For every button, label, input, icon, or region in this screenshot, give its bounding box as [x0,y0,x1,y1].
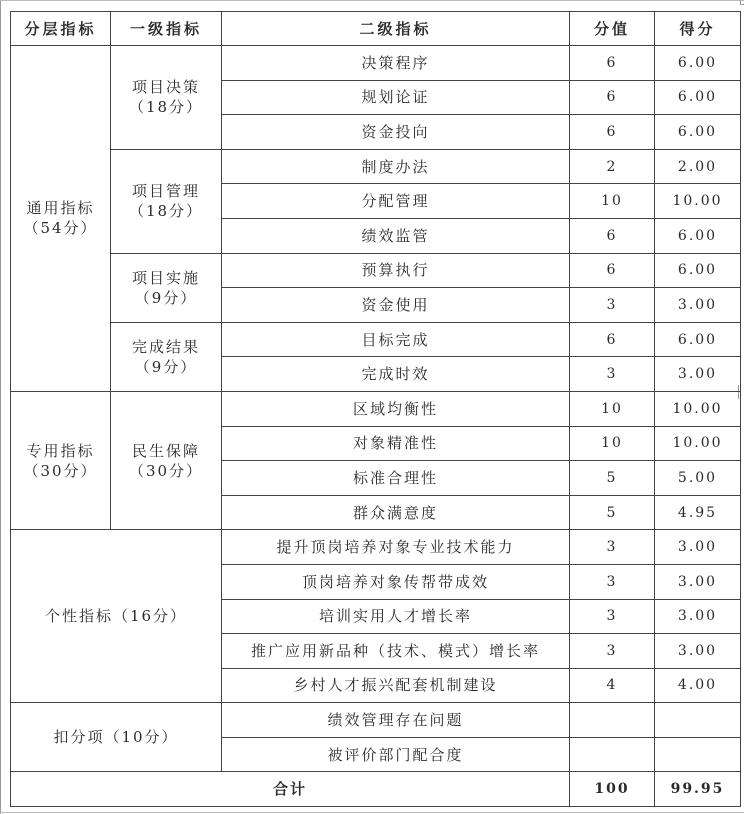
header-score: 分值 [570,12,655,46]
page-frame-bottom [0,812,744,813]
score-cell [570,737,655,772]
layer-cell: 通用指标 （54分） [11,46,111,392]
table-row [11,253,741,288]
score-cell: 10 [570,184,655,219]
total-score: 100 [570,772,655,807]
level2-cell: 绩效管理存在问题 [222,703,570,738]
got-cell [655,737,741,772]
level2-cell: 标准合理性 [222,461,570,496]
score-cell: 3 [570,634,655,669]
score-table [10,11,741,807]
score-cell: 6 [570,115,655,150]
level2-cell: 区域均衡性 [222,391,570,426]
level2-cell: 资金使用 [222,288,570,323]
total-row [11,772,741,807]
level2-cell: 资金投向 [222,115,570,150]
score-cell: 3 [570,530,655,565]
score-cell: 5 [570,495,655,530]
level2-cell: 乡村人才振兴配套机制建设 [222,668,570,703]
table-row [11,46,741,81]
level1-cell: 完成结果 （9分） [111,322,222,391]
total-got: 99.95 [655,772,741,807]
level2-cell: 培训实用人才增长率 [222,599,570,634]
score-cell: 6 [570,80,655,115]
got-cell: 6.00 [655,218,741,253]
score-cell: 5 [570,461,655,496]
got-cell: 3.00 [655,357,741,392]
score-cell: 6 [570,46,655,81]
level2-cell: 目标完成 [222,322,570,357]
score-cell: 10 [570,391,655,426]
got-cell: 6.00 [655,46,741,81]
level1-cell: 项目管理 （18分） [111,149,222,253]
got-cell: 2.00 [655,149,741,184]
level2-cell: 完成时效 [222,357,570,392]
level2-cell: 推广应用新品种（技术、模式）增长率 [222,634,570,669]
level1-cell: 项目决策 （18分） [111,46,222,150]
layer-cell: 扣分项（10分） [11,703,222,772]
header-level1: 一级指标 [111,12,222,46]
table-body [11,46,741,807]
score-cell: 3 [570,599,655,634]
page-frame-top [0,0,744,1]
level2-cell: 被评价部门配合度 [222,737,570,772]
got-cell: 10.00 [655,391,741,426]
score-cell: 3 [570,288,655,323]
got-cell: 3.00 [655,599,741,634]
header-row [11,12,741,46]
table-header [11,12,741,46]
table-row [11,322,741,357]
header-level2: 二级指标 [222,12,570,46]
table-row [11,391,741,426]
header-layer: 分层指标 [11,12,111,46]
got-cell: 3.00 [655,530,741,565]
total-label: 合计 [11,772,570,807]
got-cell: 6.00 [655,115,741,150]
level2-cell: 规划论证 [222,80,570,115]
layer-cell: 专用指标 （30分） [11,391,111,529]
score-cell: 10 [570,426,655,461]
score-cell: 6 [570,218,655,253]
level2-cell: 顶岗培养对象传帮带成效 [222,564,570,599]
layer-cell: 个性指标（16分） [11,530,222,703]
got-cell: 3.00 [655,288,741,323]
got-cell [655,703,741,738]
score-cell [570,703,655,738]
header-got: 得分 [655,12,741,46]
score-cell: 6 [570,322,655,357]
level2-cell: 制度办法 [222,149,570,184]
got-cell: 3.00 [655,634,741,669]
table-row [11,703,741,738]
got-cell: 6.00 [655,253,741,288]
level2-cell: 对象精准性 [222,426,570,461]
got-cell: 10.00 [655,426,741,461]
score-cell: 6 [570,253,655,288]
corner-crop-mark [740,0,744,5]
got-cell: 6.00 [655,80,741,115]
table-row [11,149,741,184]
score-cell: 2 [570,149,655,184]
level2-cell: 绩效监管 [222,218,570,253]
score-cell: 3 [570,357,655,392]
got-cell: 5.00 [655,461,741,496]
level2-cell: 提升顶岗培养对象专业技术能力 [222,530,570,565]
got-cell: 4.00 [655,668,741,703]
table-row [11,530,741,565]
level2-cell: 决策程序 [222,46,570,81]
score-cell: 4 [570,668,655,703]
got-cell: 10.00 [655,184,741,219]
page-frame-left [0,0,1,814]
got-cell: 6.00 [655,322,741,357]
level2-cell: 群众满意度 [222,495,570,530]
level2-cell: 预算执行 [222,253,570,288]
got-cell: 3.00 [655,564,741,599]
level1-cell: 民生保障 （30分） [111,391,222,529]
level2-cell: 分配管理 [222,184,570,219]
score-cell: 3 [570,564,655,599]
level1-cell: 项目实施 （9分） [111,253,222,322]
got-cell: 4.95 [655,495,741,530]
